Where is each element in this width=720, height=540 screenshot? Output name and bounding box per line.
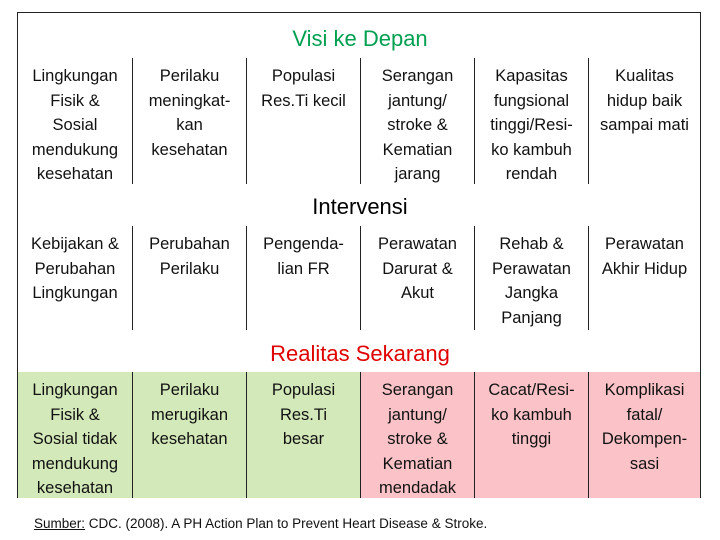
vision-cell-environment: Lingkungan Fisik & Sosial mendukung kesehatan bbox=[31, 67, 119, 183]
vision-cell-behavior: Perilaku meningkat- kan kesehatan bbox=[132, 58, 246, 184]
reality-title: Realitas Sekarang bbox=[270, 341, 450, 366]
reality-cell-behavior: Perilaku merugikan kesehatan bbox=[132, 372, 246, 498]
source-label: Sumber: bbox=[34, 516, 86, 531]
vision-cell-population: Populasi Res.Ti kecil bbox=[246, 58, 360, 184]
reality-cell-disability: Cacat/Resi- ko kambuh tinggi bbox=[474, 372, 588, 498]
reality-cell-attack: Serangan jantung/ stroke & Kematian mendadak bbox=[360, 372, 474, 498]
intervention-cell-policy: Kebijakan & Perubahan Lingkungan bbox=[30, 235, 120, 302]
intervention-cell-behavior: Perubahan Perilaku bbox=[132, 226, 246, 330]
source-citation bbox=[34, 515, 487, 533]
vision-title: Visi ke Depan bbox=[292, 26, 428, 51]
intervention-cell-risk-control: Pengenda- lian FR bbox=[246, 226, 360, 330]
reality-row bbox=[18, 372, 700, 498]
reality-cell-population: Populasi Res.Ti besar bbox=[246, 372, 360, 498]
intervention-cell-rehab: Rehab & Perawatan Jangka Panjang bbox=[474, 226, 588, 330]
intervention-cell-end-of-life: Perawatan Akhir Hidup bbox=[588, 226, 700, 330]
intervention-title: Intervensi bbox=[312, 194, 408, 219]
source-text: CDC. (2008). A PH Action Plan to Prevent Heart Disease & Stroke. bbox=[85, 516, 488, 531]
vision-row bbox=[18, 58, 700, 184]
reality-cell-environment: Lingkungan Fisik & Sosial tidak mendukung kesehatan bbox=[18, 372, 132, 498]
vision-cell-attack: Serangan jantung/ stroke & Kematian jarang bbox=[360, 58, 474, 184]
reality-cell-complication: Komplikasi fatal/ Dekompen- sasi bbox=[588, 372, 700, 498]
vision-cell-quality: Kualitas hidup baik sampai mati bbox=[588, 58, 700, 184]
vision-cell-capacity: Kapasitas fungsional tinggi/Resi- ko kambuh rendah bbox=[474, 58, 588, 184]
intervention-row bbox=[18, 226, 700, 330]
intervention-cell-emergency: Perawatan Darurat & Akut bbox=[360, 226, 474, 330]
